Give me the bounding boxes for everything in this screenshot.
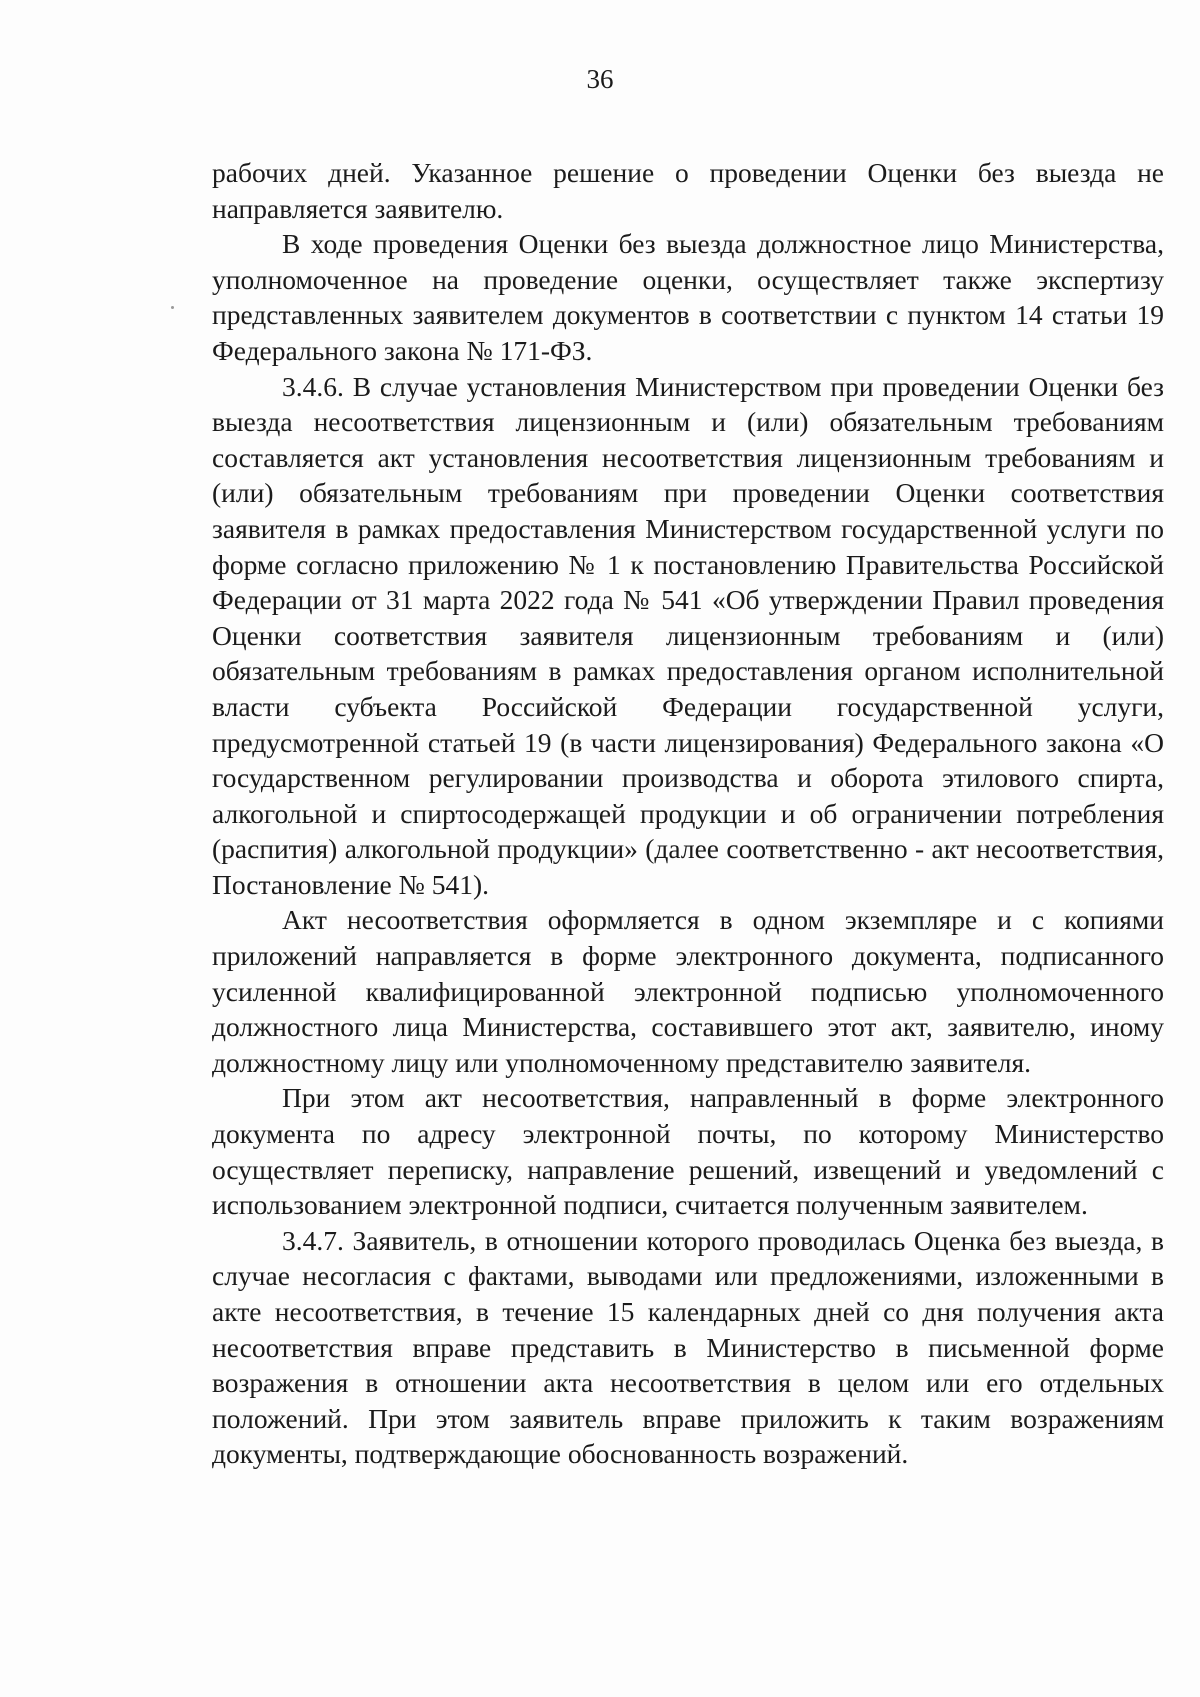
paragraph-act-delivery: Акт несоответствия оформляется в одном экземпляре и с копиями приложений направляется в форме электронного документа, подписанного усиленной квалифицированной электронной подписью уполномоченного должностного лица Министерства, составившего этот акт, заявителю, иному должностному лицу или уполномоченному представителю заявителя. [212,904,1164,1078]
paragraph-3-4-7: 3.4.7. Заявитель, в отношении которого проводилась Оценка без выезда, в случае несогласия с фактами, выводами или предложениями, изложенными в акте несоответствия, в течение 15 календарных дней со дня получения акта несоответствия вправе представить в Министерство в письменной форме возражения в отношении акта несоответствия в целом или его отдельных положений. При этом заявитель вправе приложить к таким возражениям документы, подтверждающие обоснованность возражений. [212,1224,1164,1470]
paragraph-expertise: В ходе проведения Оценки без выезда должностное лицо Министерства, уполномоченное на проведение оценки, осуществляет также экспертизу представленных заявителем документов в соответствии с пунктом 14 статьи 19 Федерального закона № 171-ФЗ. [212,228,1164,366]
paragraph-continuation: рабочих дней. Указанное решение о проведении Оценки без выезда не направляется заявителю. [212,157,1164,224]
scan-speck [171,306,174,309]
page-number: 36 [586,64,614,94]
paragraph-3-4-6: 3.4.6. В случае установления Министерством при проведении Оценки без выезда несоответствия лицензионным и (или) обязательным требованиям составляется акт установления несоответствия лицензионным требованиям и (или) обязательным требованиям при проведении Оценки соответствия заявителя в рамках предоставления Министерством государственной услуги по форме согласно приложению № 1 к постановлению Правительства Российской Федерации от 31 марта 2022 года № 541 «Об утверждении Правил проведения Оценки соответствия заявителя лицензионным требованиям и (или) обязательным требованиям в рамках предоставления органом исполнительной власти субъекта Российской Федерации государственной услуги, предусмотренной статьей 19 (в части лицензирования) Федерального закона «О государственном регулировании производства и оборота этилового спирта, алкогольной и спиртосодержащей продукции и об ограничении потребления (распития) алкогольной продукции» (далее соответственно - акт несоответствия, Постановление № 541). [212,370,1164,900]
paragraph-act-email: При этом акт несоответствия, направленный в форме электронного документа по адресу электронной почты, по которому Министерство осуществляет переписку, направление решений, извещений и уведомлений с использованием электронной подписи, считается полученным заявителем. [212,1082,1164,1221]
body-text [212,155,1164,1472]
